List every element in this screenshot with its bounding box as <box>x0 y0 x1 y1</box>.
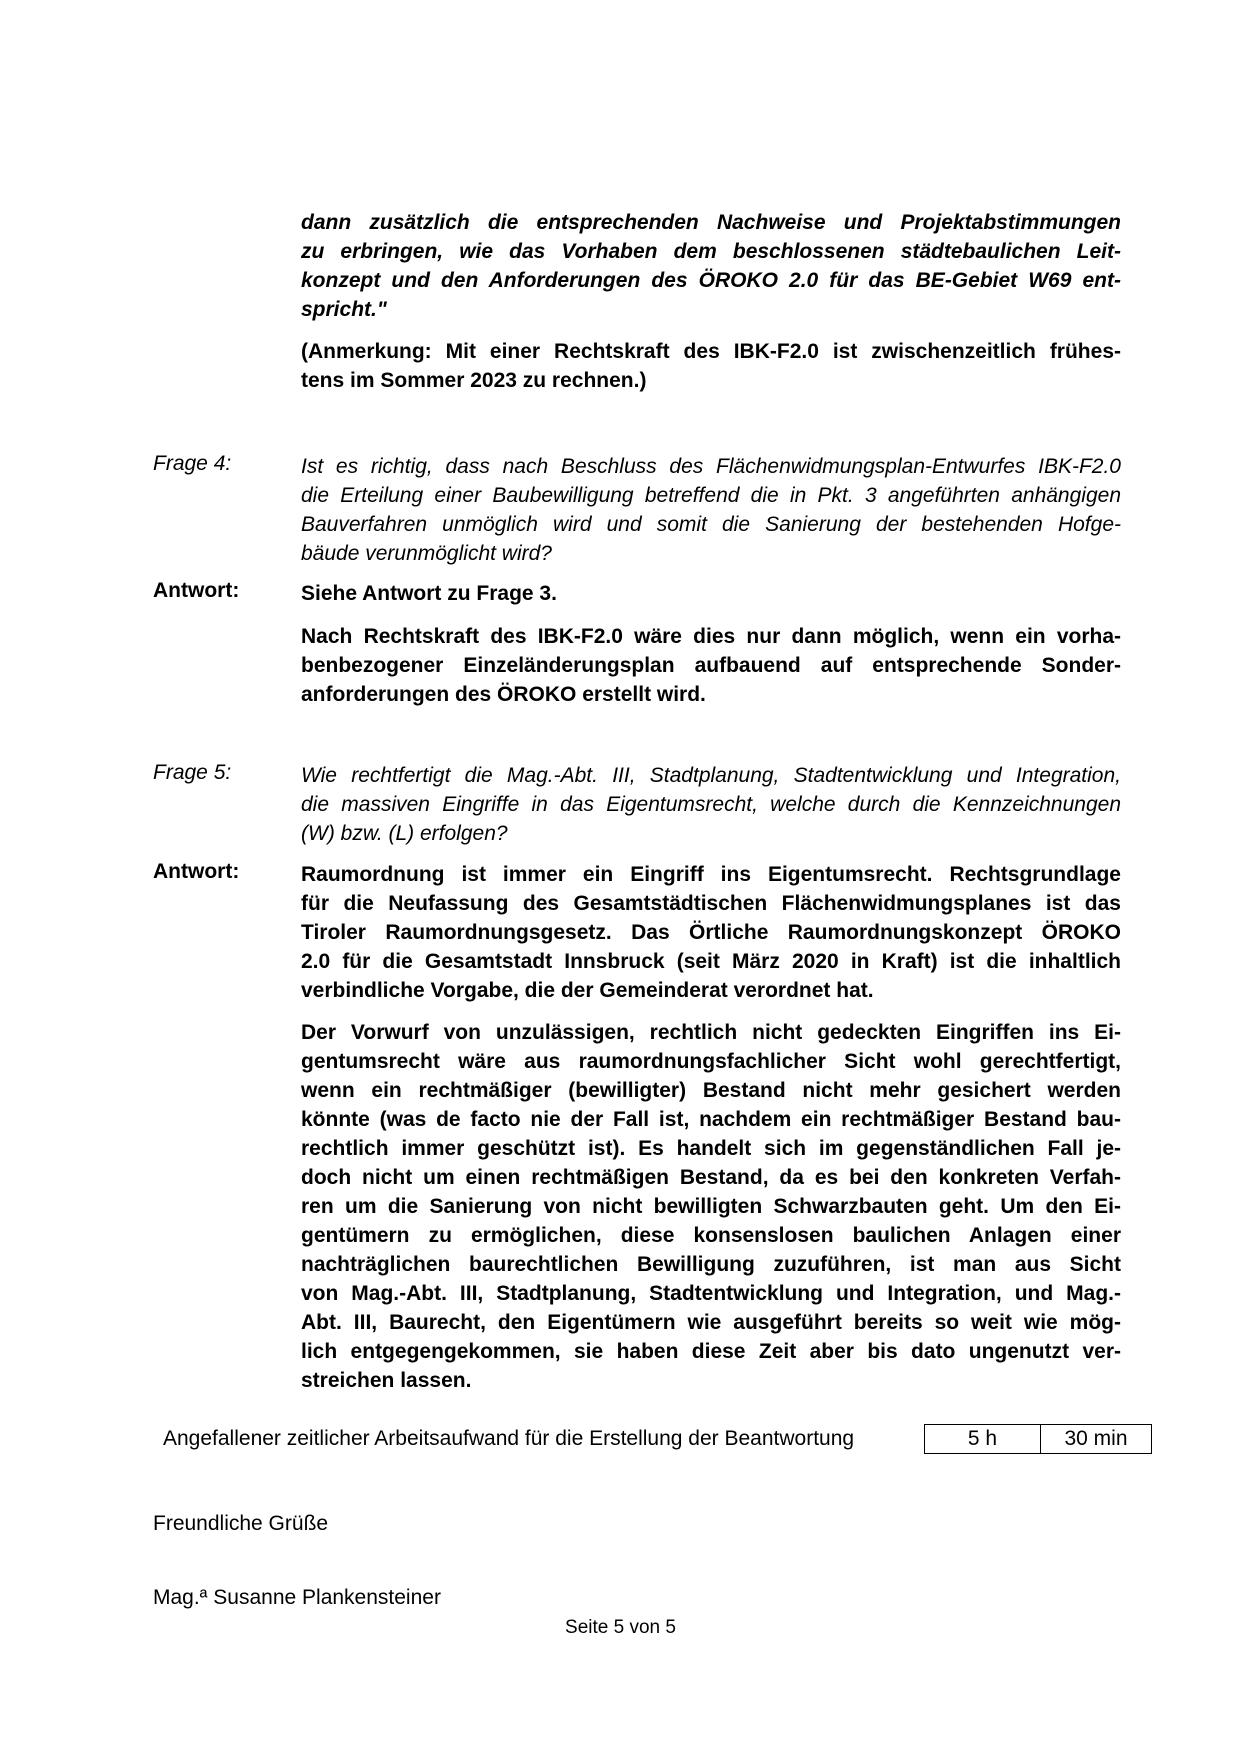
effort-table <box>924 1424 1152 1454</box>
intro-line: dann zusätzlich die entsprechenden Nachweise und Projektabstimmungen <box>301 211 1121 234</box>
answer-4-p1 <box>301 579 1121 608</box>
answer-5-p2-line: könnte (was de facto nie der Fall ist, nachdem ein rechtmäßiger Bestand bau- <box>301 1108 1121 1131</box>
intro-line: spricht." <box>301 298 387 321</box>
answer-5-p2-line: ren um die Sanierung von nicht bewilligten Schwarzbauten geht. Um den Ei- <box>301 1195 1121 1218</box>
question-4-line: bäude verunmöglicht wird? <box>301 542 552 565</box>
effort-hours: 5 h <box>925 1425 1041 1453</box>
answer-5-p1 <box>301 860 1121 1005</box>
effort-label: Angefallener zeitlicher Arbeitsaufwand für die Erstellung der Beantwortung <box>163 1427 855 1450</box>
note-line: (Anmerkung: Mit einer Rechtskraft des IBK-F2.0 ist zwischenzeitlich frühes- <box>301 340 1121 363</box>
answer-5-p2-line: streichen lassen. <box>301 1369 472 1392</box>
question-4-line: die Erteilung einer Baubewilligung betreffend die in Pkt. 3 angeführten anhängigen <box>301 484 1121 507</box>
effort-row <box>163 1424 1153 1456</box>
intro-quote <box>301 208 1121 324</box>
answer-5-p1-line: für die Neufassung des Gesamtstädtischen Flächenwidmungsplanes ist das <box>301 892 1121 915</box>
answer-4-label: Antwort: <box>153 579 240 602</box>
question-4-label: Frage 4: <box>153 452 232 475</box>
answer-4-p2 <box>301 622 1121 709</box>
question-4-line: Ist es richtig, dass nach Beschluss des Flächenwidmungsplan-Entwurfes IBK-F2.0 <box>301 455 1121 478</box>
question-5-label: Frage 5: <box>153 761 232 784</box>
answer-5-p2 <box>301 1018 1121 1395</box>
closing-greeting: Freundliche Grüße <box>153 1512 329 1535</box>
answer-4-p2-line: Nach Rechtskraft des IBK-F2.0 wäre dies nur dann möglich, wenn ein vorha- <box>301 625 1121 648</box>
answer-5-p2-line: gentümern zu ermöglichen, diese konsenslosen baulichen Anlagen einer <box>301 1224 1121 1247</box>
answer-5-p2-line: Der Vorwurf von unzulässigen, rechtlich nicht gedeckten Eingriffen ins Ei- <box>301 1021 1121 1044</box>
question-4-text <box>301 452 1121 568</box>
effort-minutes: 30 min <box>1064 1427 1128 1450</box>
signature-name: Mag.ª Susanne Plankensteiner <box>153 1586 441 1609</box>
answer-5-p2-line: nachträglichen baurechtlichen Bewilligung zuzuführen, ist man aus Sicht <box>301 1253 1121 1276</box>
answer-5-p1-line: 2.0 für die Gesamtstadt Innsbruck (seit März 2020 in Kraft) ist die inhaltlich <box>301 950 1121 973</box>
answer-5-p2-line: gentumsrecht wäre aus raumordnungsfachlicher Sicht wohl gerechtfertigt, <box>301 1050 1121 1073</box>
question-5-line: (W) bzw. (L) erfolgen? <box>301 822 508 845</box>
answer-5-p2-line: doch nicht um einen rechtmäßigen Bestand, da es bei den konkreten Verfah- <box>301 1166 1121 1189</box>
intro-line: konzept und den Anforderungen des ÖROKO 2.0 für das BE-Gebiet W69 ent- <box>301 269 1121 292</box>
answer-5-label: Antwort: <box>153 860 240 883</box>
answer-5-p2-line: lich entgegengekommen, sie haben diese Zeit aber bis dato ungenutzt ver- <box>301 1340 1121 1363</box>
question-5-line: die massiven Eingriffe in das Eigentumsrecht, welche durch die Kennzeichnungen <box>301 793 1121 816</box>
question-5-text <box>301 761 1121 848</box>
question-4-line: Bauverfahren unmöglich wird und somit die Sanierung der bestehenden Hofge- <box>301 513 1121 536</box>
intro-line: zu erbringen, wie das Vorhaben dem beschlossenen städtebaulichen Leit- <box>301 240 1121 263</box>
page-number: Seite 5 von 5 <box>565 1617 676 1638</box>
answer-5-p2-line: von Mag.-Abt. III, Stadtplanung, Stadtentwicklung und Integration, und Mag.- <box>301 1282 1121 1305</box>
answer-5-p2-line: Abt. III, Baurecht, den Eigentümern wie ausgeführt bereits so weit wie mög- <box>301 1311 1121 1334</box>
answer-5-p1-line: Tiroler Raumordnungsgesetz. Das Örtliche Raumordnungskonzept ÖROKO <box>301 921 1121 944</box>
answer-4-p2-line: benbezogener Einzeländerungsplan aufbauend auf entsprechende Sonder- <box>301 654 1121 677</box>
note-paragraph <box>301 337 1121 395</box>
answer-5-p2-line: wenn ein rechtmäßiger (bewilligter) Bestand nicht mehr gesichert werden <box>301 1079 1121 1102</box>
answer-4-p1-line: Siehe Antwort zu Frage 3. <box>301 582 557 605</box>
answer-4-p2-line: anforderungen des ÖROKO erstellt wird. <box>301 683 706 706</box>
answer-5-p2-line: rechtlich immer geschützt ist). Es handelt sich im gegenständlichen Fall je- <box>301 1137 1121 1160</box>
question-5-line: Wie rechtfertigt die Mag.-Abt. III, Stadtplanung, Stadtentwicklung und Integration, <box>301 764 1121 787</box>
answer-5-p1-line: Raumordnung ist immer ein Eingriff ins Eigentumsrecht. Rechtsgrundlage <box>301 863 1121 886</box>
answer-5-p1-line: verbindliche Vorgabe, die der Gemeinderat verordnet hat. <box>301 979 874 1002</box>
note-line: tens im Sommer 2023 zu rechnen.) <box>301 369 647 392</box>
